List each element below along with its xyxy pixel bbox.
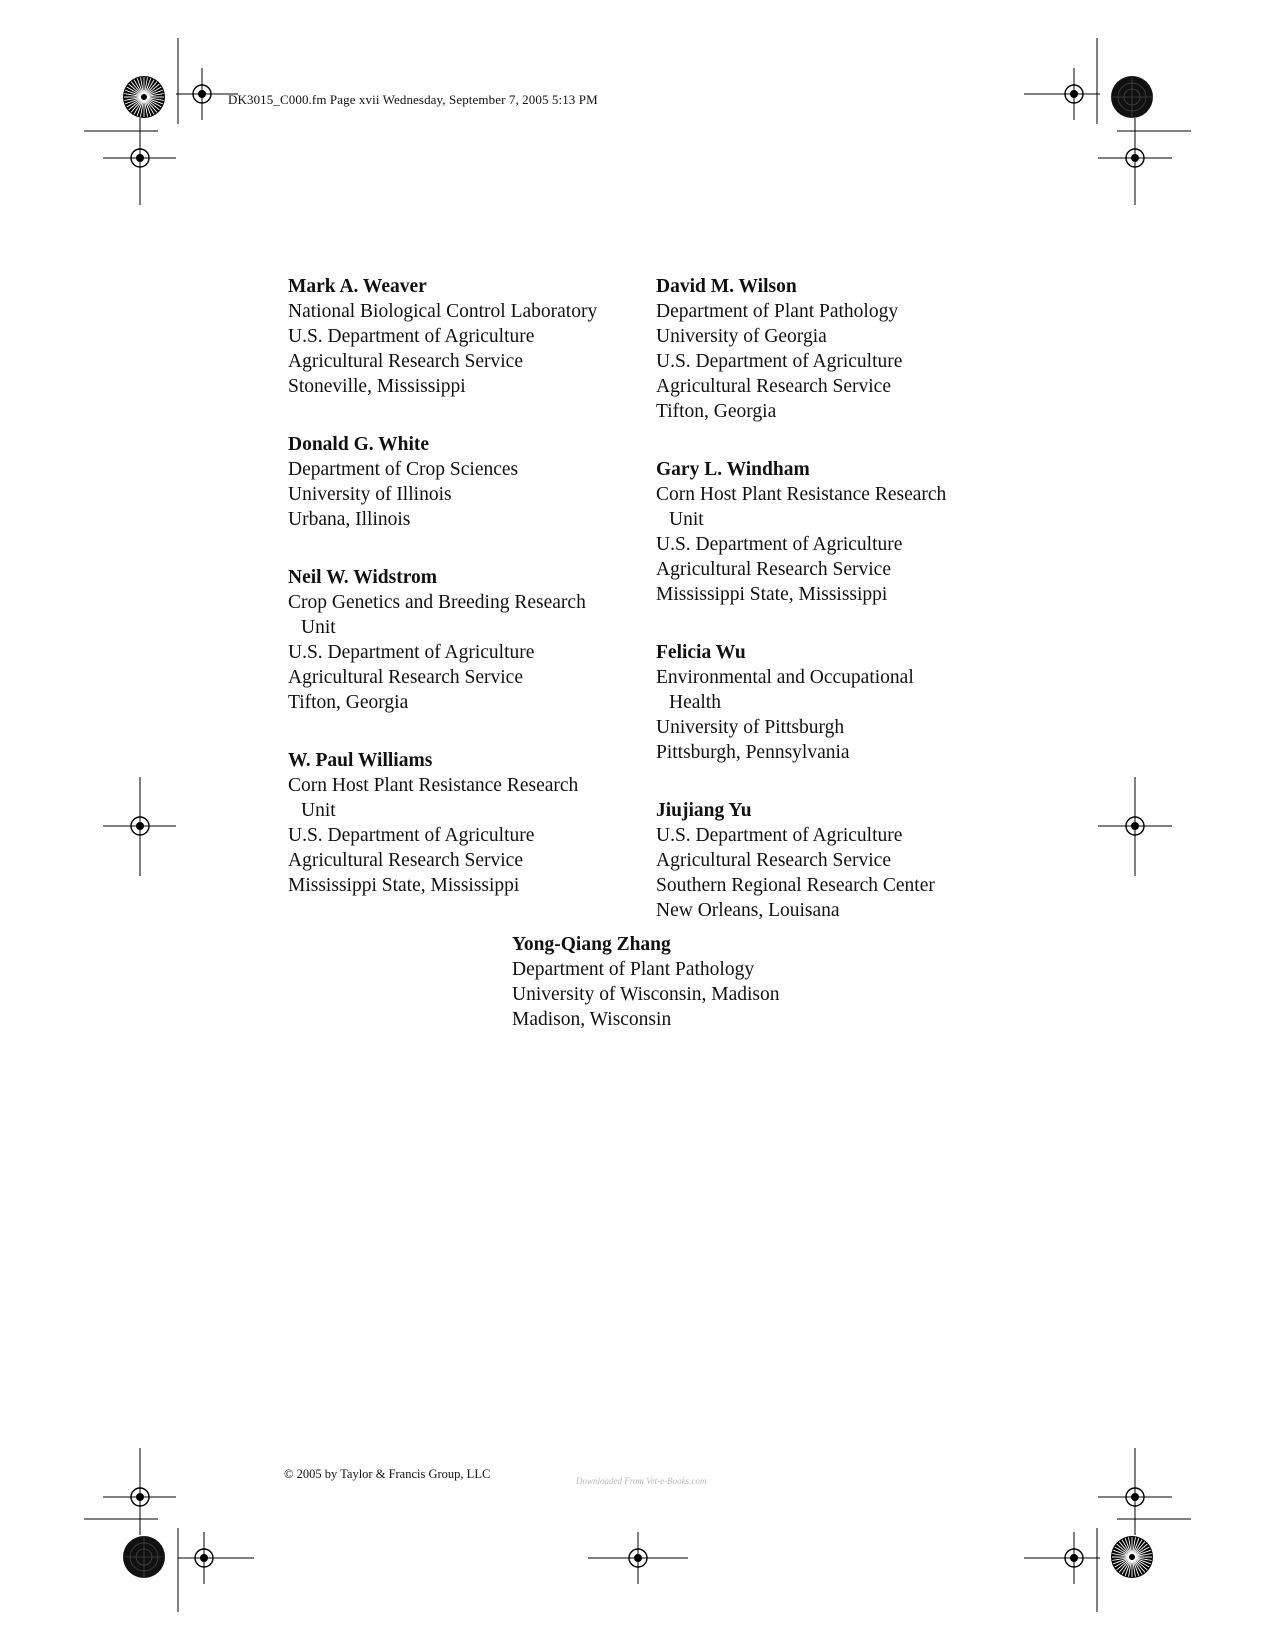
contributor-name: W. Paul Williams [288,750,433,771]
affiliation-line: Tifton, Georgia [656,401,777,422]
contributors-center-column [512,932,872,1065]
contributor-entry [656,274,1016,424]
affiliation-line: Environmental and Occupational [656,667,914,688]
affiliation-line: U.S. Department of Agriculture [656,825,903,846]
contributors-right-column [656,274,1016,956]
affiliation-line: Department of Plant Pathology [512,959,755,980]
print-slug: DK3015_C000.fm Page xvii Wednesday, September 7, 2005 5:13 PM [228,92,598,107]
affiliation-line: New Orleans, Louisana [656,900,840,921]
affiliation-line: U.S. Department of Agriculture [288,642,535,663]
affiliation-line: Agricultural Research Service [288,850,523,871]
contributor-entry [656,798,1016,923]
affiliation-line: Agricultural Research Service [656,850,891,871]
download-watermark: Downloaded From Vet-e-Books.com [576,1476,707,1486]
affiliation-line: Unit [669,509,704,530]
affiliation-line: Agricultural Research Service [656,376,891,397]
affiliation-line: University of Illinois [288,484,452,505]
affiliation-line: Tifton, Georgia [288,692,409,713]
contributor-entry [512,932,872,1032]
affiliation-line: Corn Host Plant Resistance Research [288,775,579,796]
contributor-name: Donald G. White [288,434,430,455]
affiliation-line: University of Wisconsin, Madison [512,984,780,1005]
copyright-notice: © 2005 by Taylor & Francis Group, LLC [284,1467,491,1481]
contributor-entry [656,457,1016,607]
affiliation-line: Department of Crop Sciences [288,459,519,480]
affiliation-line: Agricultural Research Service [288,351,523,372]
affiliation-line: University of Pittsburgh [656,717,845,738]
affiliation-line: Agricultural Research Service [656,559,891,580]
contributor-name: Gary L. Windham [656,459,810,480]
color-wheel-mark [1111,76,1153,118]
affiliation-line: Southern Regional Research Center [656,875,935,896]
affiliation-line: Unit [301,800,336,821]
contributor-name: David M. Wilson [656,276,797,297]
affiliation-line: Pittsburgh, Pennsylvania [656,742,850,763]
affiliation-line: Agricultural Research Service [288,667,523,688]
contributor-name: Mark A. Weaver [288,276,427,297]
affiliation-line: National Biological Control Laboratory [288,301,598,322]
affiliation-line: Corn Host Plant Resistance Research [656,484,947,505]
color-starburst-mark [1111,1536,1153,1578]
affiliation-line: U.S. Department of Agriculture [288,326,535,347]
affiliation-line: U.S. Department of Agriculture [656,351,903,372]
contributors-left-column [288,274,648,931]
color-starburst-mark [123,76,165,118]
affiliation-line: Mississippi State, Mississippi [656,584,888,605]
contributor-entry [288,748,648,898]
contributor-entry [288,432,648,532]
contributor-name: Neil W. Widstrom [288,567,437,588]
contributor-name: Felicia Wu [656,642,746,663]
contributor-entry [288,274,648,399]
color-wheel-mark [123,1536,165,1578]
affiliation-line: Urbana, Illinois [288,509,411,530]
contributor-name: Jiujiang Yu [656,800,752,821]
affiliation-line: University of Georgia [656,326,827,347]
contributor-entry [656,640,1016,765]
affiliation-line: U.S. Department of Agriculture [656,534,903,555]
contributor-entry [288,565,648,715]
affiliation-line: Crop Genetics and Breeding Research [288,592,586,613]
contributor-name: Yong-Qiang Zhang [512,934,671,955]
affiliation-line: Mississippi State, Mississippi [288,875,520,896]
affiliation-line: Stoneville, Mississippi [288,376,466,397]
affiliation-line: Madison, Wisconsin [512,1009,672,1030]
affiliation-line: Unit [301,617,336,638]
affiliation-line: U.S. Department of Agriculture [288,825,535,846]
affiliation-line: Health [669,692,721,713]
affiliation-line: Department of Plant Pathology [656,301,899,322]
